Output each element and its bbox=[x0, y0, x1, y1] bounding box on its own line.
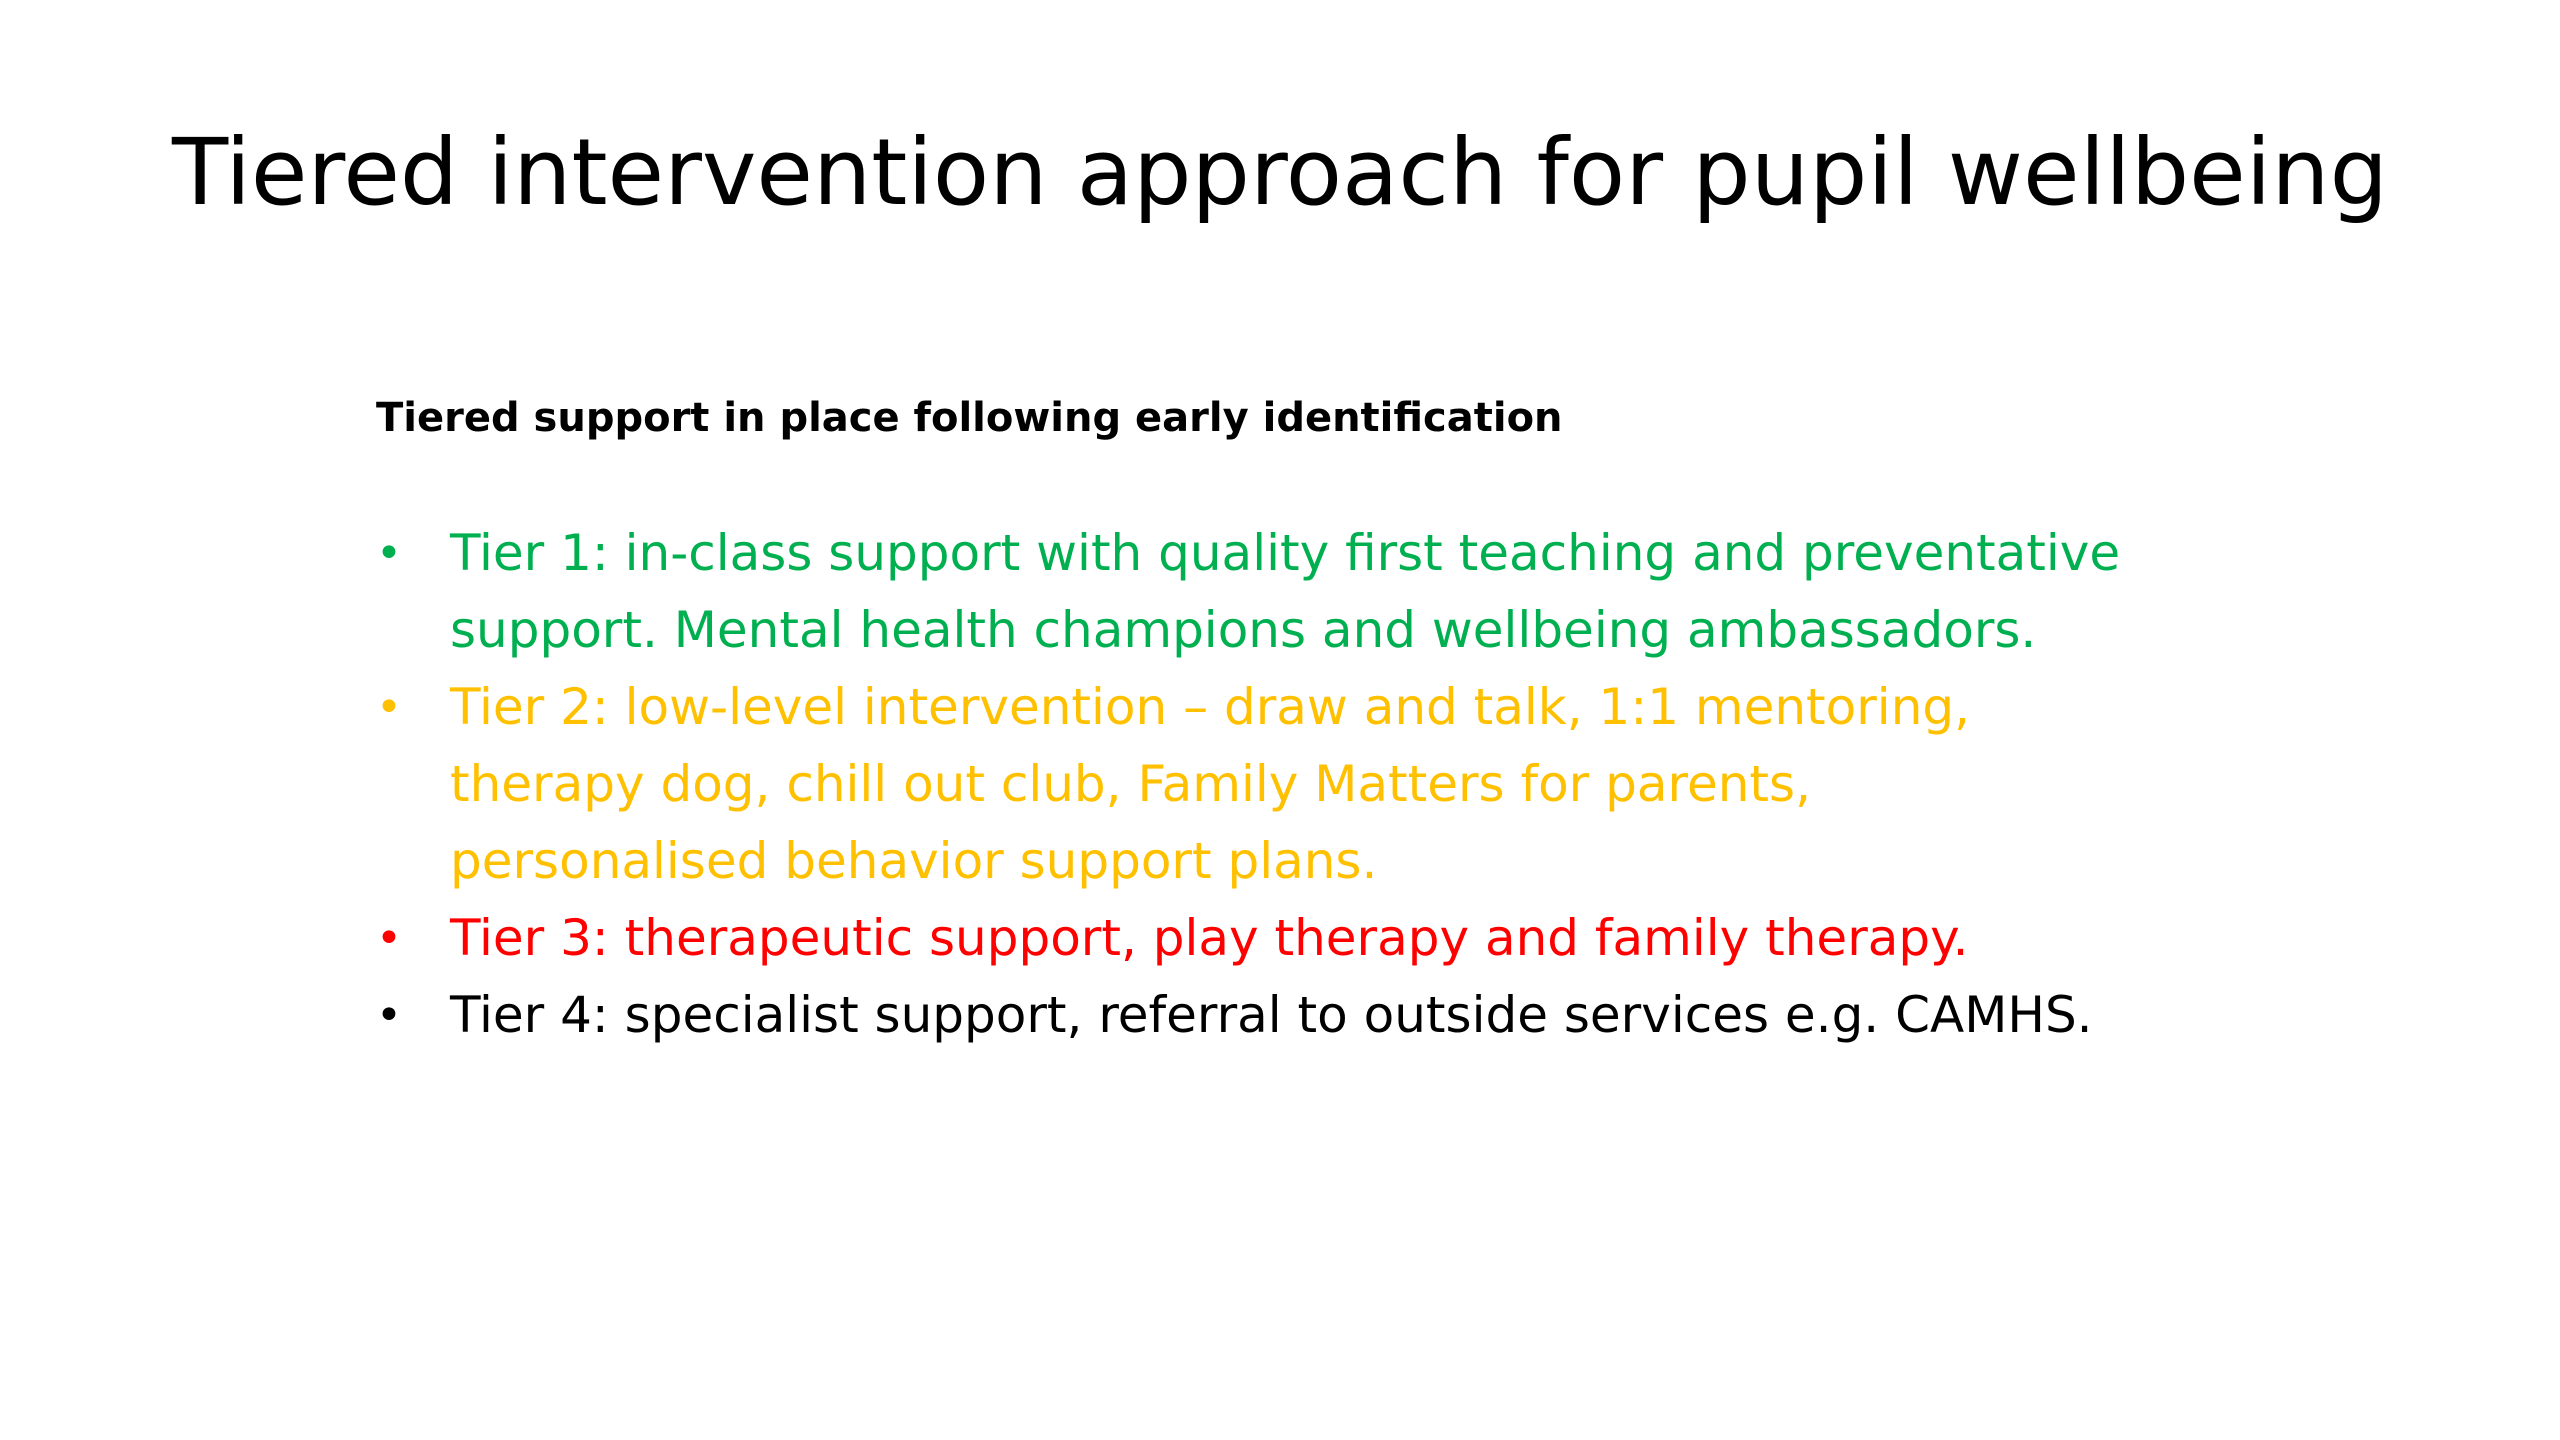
tier-4-text: Tier 4: specialist support, referral to outside services e.g. CAMHS. bbox=[450, 986, 2093, 1044]
tier-list bbox=[376, 515, 2136, 1054]
tier-1-item bbox=[376, 515, 2136, 669]
tier-3-item bbox=[376, 900, 2136, 977]
tier-1-text: Tier 1: in-class support with quality first teaching and preventative support. Mental health champions and wellbeing ambassadors. bbox=[450, 524, 2121, 659]
tier-3-text: Tier 3: therapeutic support, play therapy and family therapy. bbox=[450, 909, 1969, 967]
tier-2-text: Tier 2: low-level intervention – draw and talk, 1:1 mentoring, therapy dog, chill out club, Family Matters for parents, personalised behavior support plans. bbox=[450, 678, 1971, 890]
slide-title: Tiered intervention approach for pupil wellbeing bbox=[172, 119, 2388, 226]
bullet-icon: • bbox=[376, 528, 402, 579]
subheading: Tiered support in place following early identification bbox=[376, 395, 1563, 441]
bullet-icon: • bbox=[376, 913, 402, 964]
bullet-icon: • bbox=[376, 990, 402, 1041]
tier-2-item bbox=[376, 669, 2136, 900]
bullet-icon: • bbox=[376, 682, 402, 733]
tier-4-item bbox=[376, 977, 2136, 1054]
